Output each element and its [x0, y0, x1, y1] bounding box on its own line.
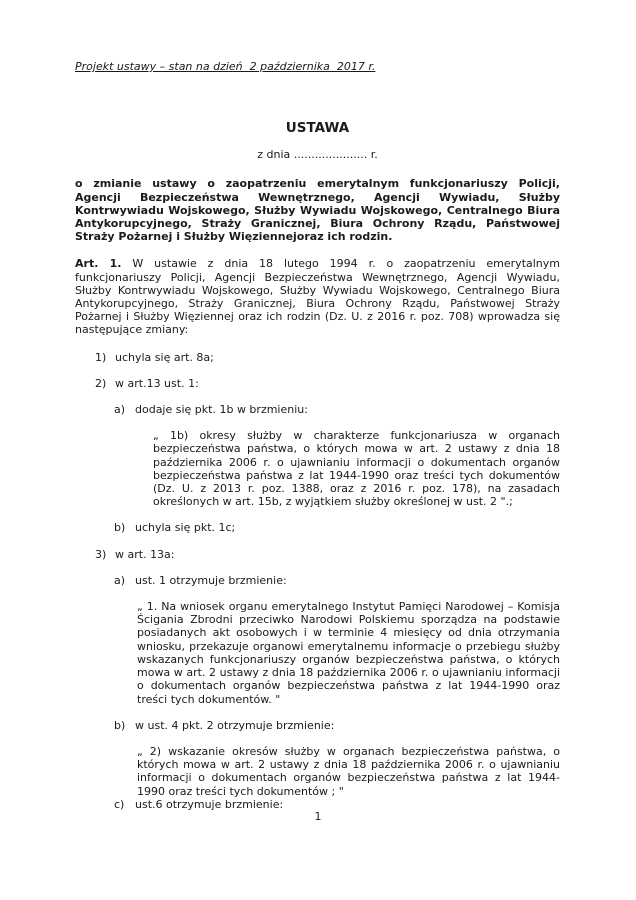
- amendment-item-3c: [75, 798, 560, 811]
- amendment-item-3a-marker: a): [114, 573, 126, 587]
- article-1-intro-text: W ustawie z dnia 18 lutego 1994 r. o zaopatrzeniu emerytalnym funkcjonariuszy Policji, Agencji Bezpieczeństwa Wewnętrznego, Agencji Wywiadu, Służby Kontrwywiadu Wojskowego, Służby Wywiadu Wojskowego, Centralnego Biura Antykorupcyjnego, Straży Granicznej, Biura Ochrony Rządu, Państwowej Straży Pożarnej i Służby Więziennej oraz ich rodzin (Dz. U. z 2016 r. poz. 708) wprowadza się następujące zmiany:: [75, 257, 560, 337]
- amendment-item-3a: [75, 574, 560, 587]
- document-subject: o zmianie ustawy o zaopatrzeniu emerytalnym funkcjonariuszy Policji, Agencji Bezpieczeństwa Wewnętrznego, Agencji Wywiadu, Służby Kontrwywiadu Wojskowego, Służby Wywiadu Wojskowego, Centralnego Biura Antykorupcyjnego, Straży Granicznej, Biura Ochrony Rządu, Państwowej Straży Pożarnej i Służby Więziennejoraz ich rodzin.: [75, 177, 560, 244]
- amendment-item-3-marker: 3): [95, 547, 107, 561]
- amendment-item-3c-text: ust.6 otrzymuje brzmienie:: [135, 797, 284, 811]
- draft-status-note: Projekt ustawy – stan na dzień 2 października 2017 r.: [75, 60, 376, 73]
- amendment-item-3: [75, 548, 560, 561]
- amendment-item-2a: [75, 403, 560, 416]
- amendment-item-3a-text: ust. 1 otrzymuje brzmienie:: [135, 573, 287, 587]
- document-content: [75, 60, 560, 824]
- amendment-item-2b: [75, 521, 560, 534]
- amendment-item-2b-marker: b): [114, 521, 126, 535]
- amendment-item-2a-marker: a): [114, 403, 126, 417]
- amendment-item-1-marker: 1): [95, 350, 107, 364]
- quoted-provision-pkt-2: „ 2) wskazanie okresów służby w organach bezpieczeństwa państwa, o których mowa w art. 2 ustawy z dnia 18 października 2006 r. o ujawnianiu informacji o dokumentach organów bezpieczeństwa państwa z lat 1944-1990 oraz treści tych dokumentów ; ": [137, 744, 560, 798]
- quoted-provision-ust-1: „ 1. Na wniosek organu emerytalnego Instytut Pamięci Narodowej – Komisja Ścigania Zbrodni przeciwko Narodowi Polskiemu sporządza na podstawie posiadanych akt osobowych i w terminie 4 miesięcy od dnia otrzymania wniosku, przekazuje organowi emerytalnemu informacje o przebiegu służby wskazanych funkcjonariuszy organów bezpieczeństwa państwa, o których mowa w art. 2 ustawy z dnia 18 października 2006 r. o ujawnianiu informacji o dokumentach organów bezpieczeństwa państwa z lat 1944-1990 oraz treści tych dokumentów. ": [137, 600, 560, 706]
- amendment-item-2a-text: dodaje się pkt. 1b w brzmieniu:: [135, 403, 308, 417]
- amendment-item-3b: [75, 719, 560, 732]
- quoted-provision-pkt-1b: „ 1b) okresy służby w charakterze funkcjonariusza w organach bezpieczeństwa państwa, o których mowa w art. 2 ustawy z dnia 18 października 2006 r. o ujawnianiu informacji o dokumentach organów bezpieczeństwa państwa z lat 1944-1990 oraz treści tych dokumentów (Dz. U. z 2013 r. poz. 1388, oraz z 2016 r. poz. 178), na zasadach określonych w art. 15b, z wyjątkiem służby określonej w ust. 2 ".;: [153, 429, 560, 509]
- amendment-item-2-marker: 2): [95, 376, 107, 390]
- amendment-item-2b-text: uchyla się pkt. 1c;: [135, 521, 236, 535]
- amendment-item-3c-marker: c): [114, 797, 125, 811]
- amendment-item-1-text: uchyla się art. 8a;: [115, 350, 214, 364]
- amendment-item-1: [75, 351, 560, 364]
- amendment-item-3-text: w art. 13a:: [115, 547, 175, 561]
- page-number: 1: [314, 810, 322, 823]
- amendment-item-3b-marker: b): [114, 718, 126, 732]
- article-1-paragraph: [75, 257, 560, 336]
- amendment-item-2: [75, 377, 560, 390]
- document-title: USTAWA: [285, 120, 350, 137]
- amendment-item-2-text: w art.13 ust. 1:: [115, 376, 199, 390]
- article-1-label: Art. 1.: [75, 257, 122, 271]
- date-placeholder-line: z dnia ..................... r.: [257, 148, 378, 162]
- amendment-item-3b-text: w ust. 4 pkt. 2 otrzymuje brzmienie:: [135, 718, 335, 732]
